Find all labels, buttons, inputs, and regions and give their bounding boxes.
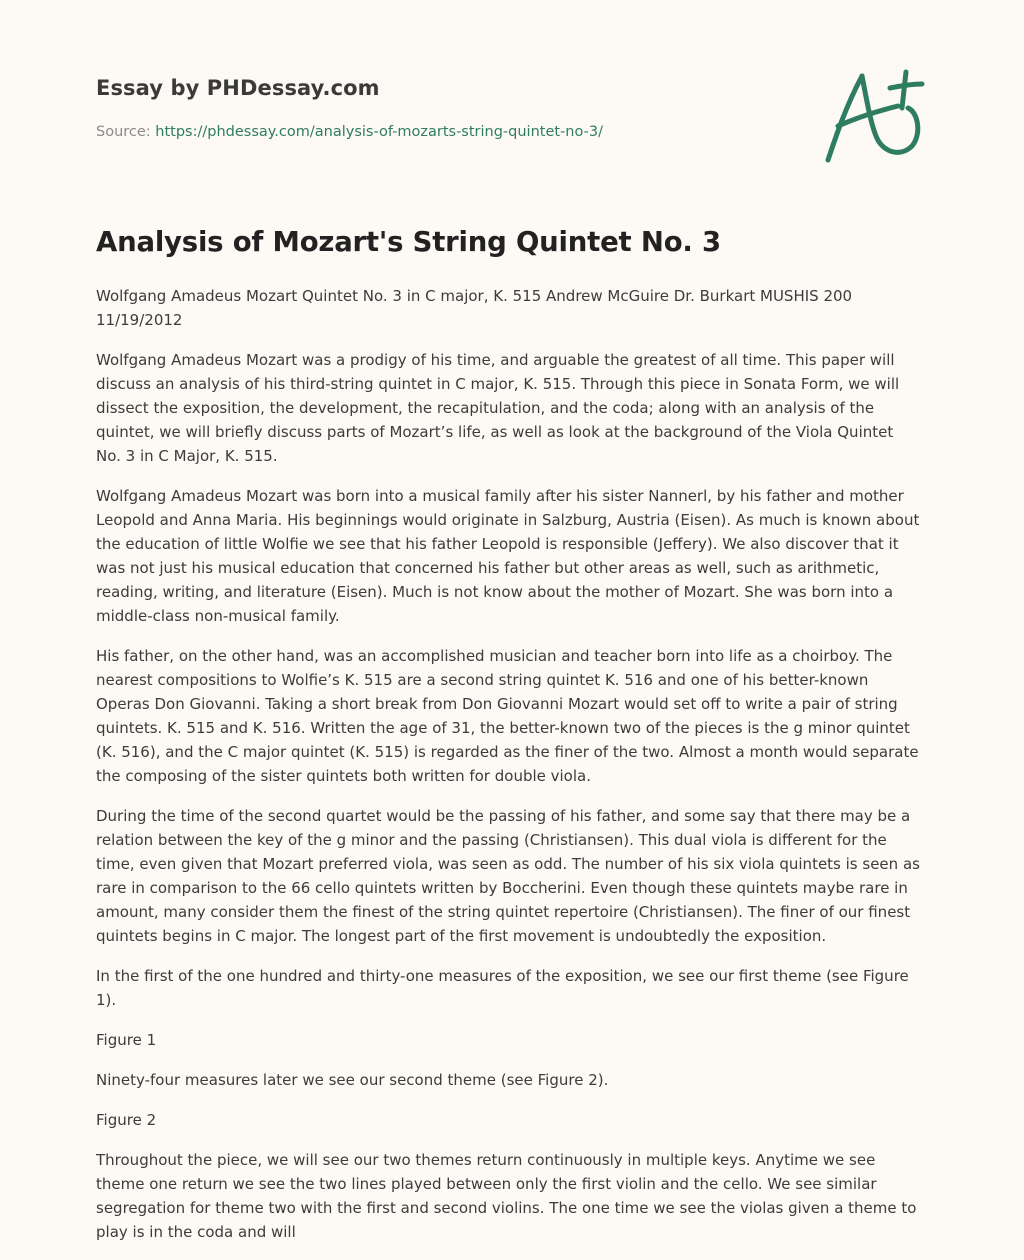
essay-paragraph: Ninety-four measures later we see our second theme (see Figure 2). xyxy=(96,1071,609,1089)
figure-caption: Figure 1 xyxy=(96,1031,157,1049)
essay-paragraph: His father, on the other hand, was an accomplished musician and teacher born into life as a choirboy. The nearest compositions to Wolfie’s K. 515 are a second string quintet K. 516 and one of his better-known Operas Don Giovanni. Taking a short break from Don Giovanni Mozart would set off to write a pair of string quintets. K. 515 and K. 516. Written the age of 31, the better-known two of the pieces is the g minor quintet (K. 516), and the C major quintet (K. 515) is regarded as the finer of the two. Almost a month would separate the composing of the sister quintets both written for double viola. xyxy=(96,647,919,785)
source-link[interactable]: https://phdessay.com/analysis-of-mozarts-string-quintet-no-3/ xyxy=(155,124,603,140)
essay-paragraph: In the first of the one hundred and thirty-one measures of the exposition, we see our first theme (see Figure 1). xyxy=(96,967,909,1009)
essay-body xyxy=(96,284,922,1260)
essay-paragraph: Throughout the piece, we will see our two themes return continuously in multiple keys. Anytime we see theme one return we see the two lines played between only the first violin and the cello. We see similar segregation for theme two with the first and second violins. The one time we see the violas given a theme to play is in the coda and will xyxy=(96,1151,917,1241)
figure-caption: Figure 2 xyxy=(96,1111,157,1129)
essay-title: Analysis of Mozart's String Quintet No. 3 xyxy=(96,226,721,258)
site-title: Essay by PHDessay.com xyxy=(96,76,380,100)
essay-paragraph: Wolfgang Amadeus Mozart Quintet No. 3 in C major, K. 515 Andrew McGuire Dr. Burkart MUSHIS 200 11/19/2012 xyxy=(96,287,853,329)
essay-paragraph: Wolfgang Amadeus Mozart was born into a musical family after his sister Nannerl, by his father and mother Leopold and Anna Maria. His beginnings would originate in Salzburg, Austria (Eisen). As much is known about the education of little Wolfie we see that his father Leopold is responsible (Jeffery). We also discover that it was not just his musical education that concerned his father but other areas as well, such as arithmetic, reading, writing, and literature (Eisen). Much is not know about the mother of Mozart. She was born into a middle-class non-musical family. xyxy=(96,487,920,625)
source-label: Source: xyxy=(96,124,151,140)
a-plus-logo-icon xyxy=(822,66,926,166)
source-line xyxy=(96,124,603,140)
essay-paragraph: During the time of the second quartet would be the passing of his father, and some say that there may be a relation between the key of the g minor and the passing (Christiansen). This dual viola is different for the time, even given that Mozart preferred viola, was seen as odd. The number of his six viola quintets is seen as rare in comparison to the 66 cello quintets written by Boccherini. Even though these quintets maybe rare in amount, many consider them the finest of the string quintet repertoire (Christiansen). The finer of our finest quintets begins in C major. The longest part of the first movement is undoubtedly the exposition. xyxy=(96,807,920,945)
essay-paragraph: Wolfgang Amadeus Mozart was a prodigy of his time, and arguable the greatest of all time. This paper will discuss an analysis of his third-string quintet in C major, K. 515. Through this piece in Sonata Form, we will dissect the exposition, the development, the recapitulation, and the coda; along with an analysis of the quintet, we will briefly discuss parts of Mozart’s life, as well as look at the background of the Viola Quintet No. 3 in C Major, K. 515. xyxy=(96,351,900,465)
